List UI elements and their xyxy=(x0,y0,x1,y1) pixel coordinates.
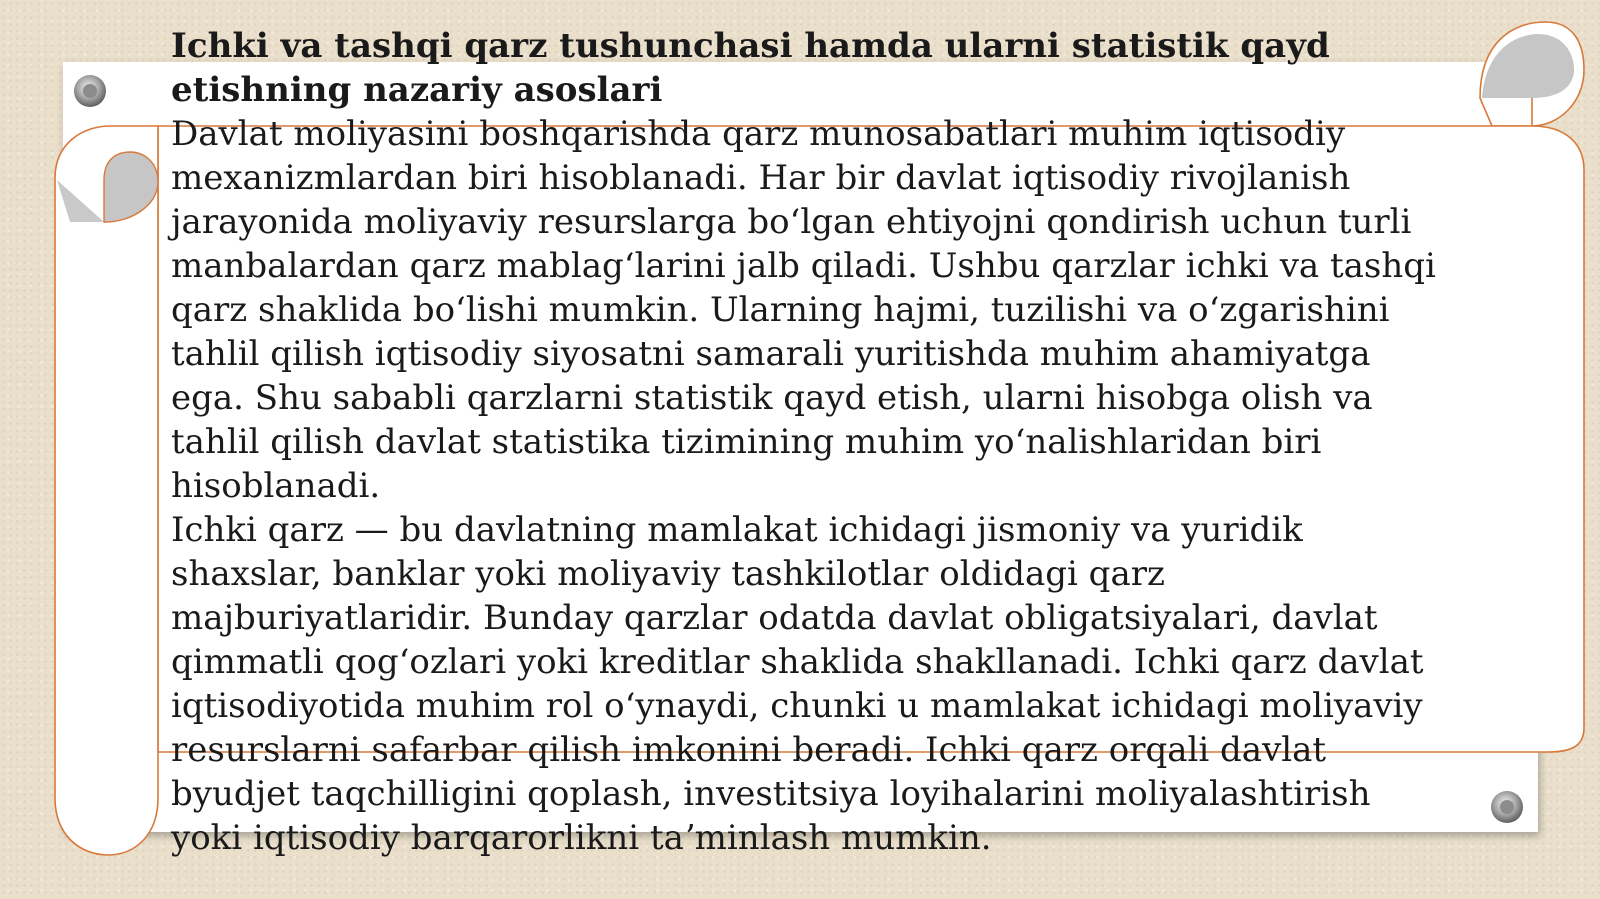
text-line: Davlat moliyasini boshqarishda qarz munosabatlari muhim iqtisodiy xyxy=(171,114,1346,154)
slide-title xyxy=(171,24,1471,112)
text-line: byudjet taqchilligini qoplash, investitsiya loyihalarini moliyalashtirish xyxy=(171,774,1371,814)
title-line: etishning nazariy asoslari xyxy=(171,70,663,110)
pushpin-top-left xyxy=(74,75,106,107)
text-line: tahlil qilish iqtisodiy siyosatni samarali yuritishda muhim ahamiyatga xyxy=(171,334,1371,374)
text-line: resurslarni safarbar qilish imkonini beradi. Ichki qarz orqali davlat xyxy=(171,730,1327,770)
text-line: Ichki qarz — bu davlatning mamlakat ichidagi jismoniy va yuridik xyxy=(171,510,1303,550)
pushpin-bottom-right xyxy=(1491,791,1523,823)
text-line: mexanizmlardan biri hisoblanadi. Har bir davlat iqtisodiy rivojlanish xyxy=(171,158,1351,198)
text-line: qimmatli qogʻozlari yoki kreditlar shaklida shakllanadi. Ichki qarz davlat xyxy=(171,642,1424,682)
text-line: yoki iqtisodiy barqarorlikni taʼminlash mumkin. xyxy=(171,818,992,858)
text-line: ega. Shu sababli qarzlarni statistik qayd etish, ularni hisobga olish va xyxy=(171,378,1373,418)
text-line: shaxslar, banklar yoki moliyaviy tashkilotlar oldidagi qarz xyxy=(171,554,1165,594)
text-line: majburiyatlaridir. Bunday qarzlar odatda davlat obligatsiyalari, davlat xyxy=(171,598,1378,638)
text-line: hisoblanadi. xyxy=(171,466,381,506)
scroll-roll-left xyxy=(55,126,158,855)
paragraph-intro xyxy=(171,112,1471,508)
slide-content xyxy=(171,24,1471,860)
scroll-curl-top-right xyxy=(1480,22,1584,126)
text-line: jarayonida moliyaviy resurslarga boʻlgan ehtiyojni qondirish uchun turli xyxy=(171,202,1412,242)
title-line: Ichki va tashqi qarz tushunchasi hamda ularni statistik qayd xyxy=(171,26,1330,66)
text-line: iqtisodiyotida muhim rol oʻynaydi, chunki u mamlakat ichidagi moliyaviy xyxy=(171,686,1423,726)
paragraph-internal-debt xyxy=(171,508,1471,860)
text-line: qarz shaklida boʻlishi mumkin. Ularning hajmi, tuzilishi va oʻzgarishini xyxy=(171,290,1390,330)
text-line: tahlil qilish davlat statistika tizimining muhim yoʻnalishlaridan biri xyxy=(171,422,1322,462)
text-line: manbalardan qarz mablagʻlarini jalb qiladi. Ushbu qarzlar ichki va tashqi xyxy=(171,246,1436,286)
